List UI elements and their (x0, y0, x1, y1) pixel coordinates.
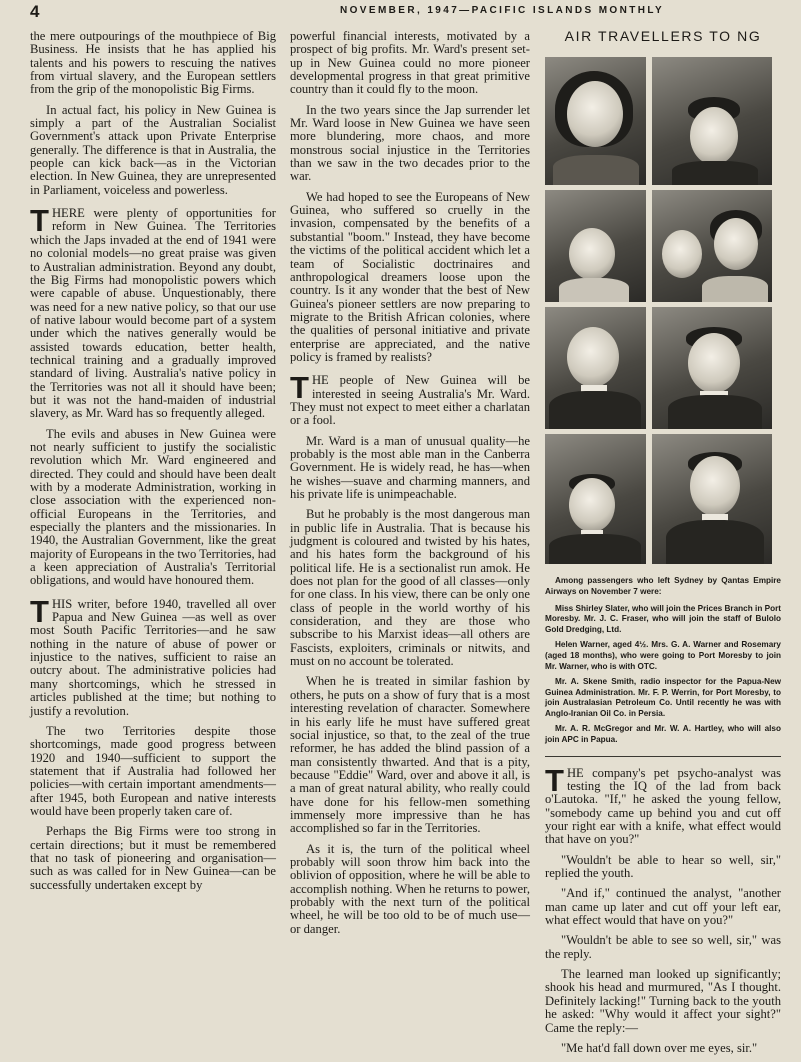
divider (545, 756, 781, 757)
drop-cap: T (30, 203, 49, 239)
running-head: NOVEMBER, 1947—PACIFIC ISLANDS MONTHLY (340, 5, 665, 16)
column-2 (290, 30, 530, 943)
paragraph (290, 370, 530, 428)
paragraph: "And if," continued the analyst, "another man came up later and cut off your left ear, what effect would that have on you?" (545, 886, 781, 928)
caption-line: Helen Warner, aged 4½. Mrs. G. A. Warner and Rosemary (aged 18 months), who were going to Port Moresby to join Mr. Warner, who is with OTC. (545, 640, 781, 671)
column-3 (545, 30, 781, 1062)
paragraph: The evils and abuses in New Guinea were not nearly sufficient to justify the socialistic revolution which Mr. Ward engineered and directed. They could and should have been dealt with by a moderate Administration, working in close association with the experienced non-official Europeans in the Territories, and especially the planters and the missionaries. In 1940, the Australian Government, like the great majority of Europeans in the two Territories, had a keen appreciation of Australia's Territorial obligations, and would have honoured them. (30, 426, 276, 588)
paragraph: powerful financial interests, motivated by a prospect of big profits. Mr. Ward's present set-up in New Guinea could no more pioneer developmental progress in that great primitive country than it could fly to the moon. (290, 29, 530, 97)
page-header (0, 0, 801, 22)
paragraph-text: HE people of New Guinea will be interested in seeing Australia's Mr. Ward. They must not expect to meet either a charlatan or a fool. (290, 373, 530, 428)
caption-line: Mr. A. Skene Smith, radio inspector for the Papua-New Guinea Administration. Mr. F. P. Werrin, for Port Moresby, to join Australasian Petroleum Co. Until recently he was with Anglo-Iranian Oil Co. in Persia. (545, 677, 781, 718)
paragraph: "Me hat'd fall down over me eyes, sir." (561, 1040, 758, 1055)
page-number: 4 (30, 2, 40, 21)
paragraph: As it is, the turn of the political wheel probably will soon throw him back into the oblivion of opposition, where he will be able to accomplish nothing. When he returns to power, probably with the next turn of the political wheel, he will be too old to be of much use—or danger. (290, 841, 530, 936)
photo (652, 307, 772, 429)
paragraph-text: HE company's pet psycho-analyst was testing the IQ of the lad from back o'Lautoka. "If," he asked the young fellow, "somebody came up behind you and cut off your right ear with a knife, what effect would that have on you?" (545, 765, 781, 847)
photo-caption (545, 576, 781, 745)
paragraph (545, 762, 781, 847)
photo (652, 57, 772, 185)
paragraph: But he probably is the most dangerous man in public life in Australia. That is because his judgment is coloured and twisted by his hates, and his hates form the background of his political life. He is a sectionalist run amok. He does not plan for the good of all classes—only for one class. In his view, there can be only one class of people in the world worthy of his consideration, and they are those who subscribe to his Marxist ideas—all others are Fascists, exploiters, criminals or nitwits, and must on no account be tolerated. (290, 507, 530, 669)
paragraph: Perhaps the Big Firms were too strong in certain directions; but it must be remembered that no task of pioneering and organisation—such as was called for in New Guinea—can be successfully undertaken except by (30, 824, 276, 892)
photo (652, 190, 772, 302)
paragraph: "Wouldn't be able to see so well, sir," was the reply. (545, 933, 781, 961)
drop-cap: T (30, 593, 49, 629)
drop-cap: T (545, 762, 564, 798)
paragraph: We had hoped to see the Europeans of New Guinea, who suffered so cruelly in the invasion, compensated by the benefits of a substantial "boom." Instead, they have become the victims of the political accident which let a team of Socialistic doctrinaires and anthropological dreamers loose upon the country. Is it any wonder that the best of New Guinea's pioneer settlers are now preparing to migrate to the British African colonies, where the qualities of personal initiative and private enterprise are appreciated, and the native policy is framed by realists? (290, 189, 530, 364)
photo-feature-title: AIR TRAVELLERS TO NG (564, 28, 762, 44)
paragraph: In the two years since the Jap surrender let Mr. Ward loose in New Guinea we have seen more blundering, more chaos, and more monstrous social injustice in the Territories than we saw in the two decades prior to the war. (290, 102, 530, 184)
paragraph: Mr. Ward is a man of unusual quality—he probably is the most able man in the Canberra Government. He is widely read, he has—when he wishes—suave and charming manners, and his private life is unimpeachable. (290, 433, 530, 501)
drop-cap: T (290, 370, 309, 406)
paragraph: In actual fact, his policy in New Guinea is simply a part of the Australian Socialist Government's attack upon Private Enterprise generally. The difference is that in Australia, the people can kick back—as in the Victorian election. In New Guinea, they are unrepresented in Parliament, voiceless and powerless. (30, 102, 276, 197)
caption-intro: Among passengers who left Sydney by Qantas Empire Airways on November 7 were: (545, 576, 781, 596)
paragraph: "Wouldn't be able to hear so well, sir," replied the youth. (545, 852, 781, 881)
photo (545, 434, 646, 564)
caption-line: Miss Shirley Slater, who will join the Prices Branch in Port Moresby. Mr. J. C. Fraser, who will join the staff of Bulolo Gold Dredging, Ltd. (545, 603, 781, 634)
photo-grid (545, 57, 781, 564)
paragraph-text: HIS writer, before 1940, travelled all over Papua and New Guinea —as well as over most South Pacific Territories—and he saw nothing in the nature of abuse of power or injustice to the natives, sufficient to raise an outcry about. The administrative policies had many shortcomings, which he stressed in articles published at the time; but nothing to justify a revolution. (30, 596, 276, 718)
photo (652, 434, 772, 564)
photo (545, 57, 646, 185)
paragraph (30, 593, 276, 718)
paragraph-text: HERE were plenty of opportunities for reform in New Guinea. The Territories which the Japs invaded at the end of 1941 were no colonial models—no great praise was given to Australian administration. Beyond any doubt, the Big Firms had monopolistic powers which were capable of abuse. Unquestionably, there was need for a new native policy, so that our use of native labour would become part of a system under which the natives generally would be assisted towards education, better health, technical training and a gradually improved standard of living. Australia's native policy in the Territories was not all it should have been; but it was not the hand-maiden of industrial slavery, as Mr. Ward has so frequently alleged. (30, 206, 276, 421)
paragraph: the mere outpourings of the mouthpiece of Big Business. He insists that he has applied his talents and his powers to rescuing the natives from virtual slavery, and the European settlers from the grip of the monopolistic Big Firms. (30, 29, 276, 97)
caption-line: Mr. A. R. McGregor and Mr. W. A. Hartley, who will also join APC in Papua. (545, 724, 781, 745)
paragraph: The two Territories despite those shortcomings, made good progress between 1920 and 1940—sufficient to support the statement that if Australia had followed her policies—with certain important amendments—after 1945, both European and native interests would have been properly taken care of. (30, 723, 276, 818)
photo (545, 190, 646, 302)
paragraph: When he is treated in similar fashion by others, he puts on a show of fury that is a most interesting revelation of character. Somewhere in his early life he must have suffered great social injustice, so that, to the zeal of the true reformer, he has added the blind passion of a man consistently thwarted. And that is a pity, because "Eddie" Ward, over and above it all, is a man of great natural ability, who really could have done for his fellow-men something immensely more impressive than he has accomplished so far in the Territories. (290, 674, 530, 836)
paragraph (30, 203, 276, 421)
column-1 (30, 30, 276, 899)
paragraph: The learned man looked up significantly; shook his head and murmured, "As I thought. Definitely lacking!" Turning back to the youth he asked: "Why would it affect your sight?" Came the reply:— (545, 967, 781, 1035)
photo (545, 307, 646, 429)
